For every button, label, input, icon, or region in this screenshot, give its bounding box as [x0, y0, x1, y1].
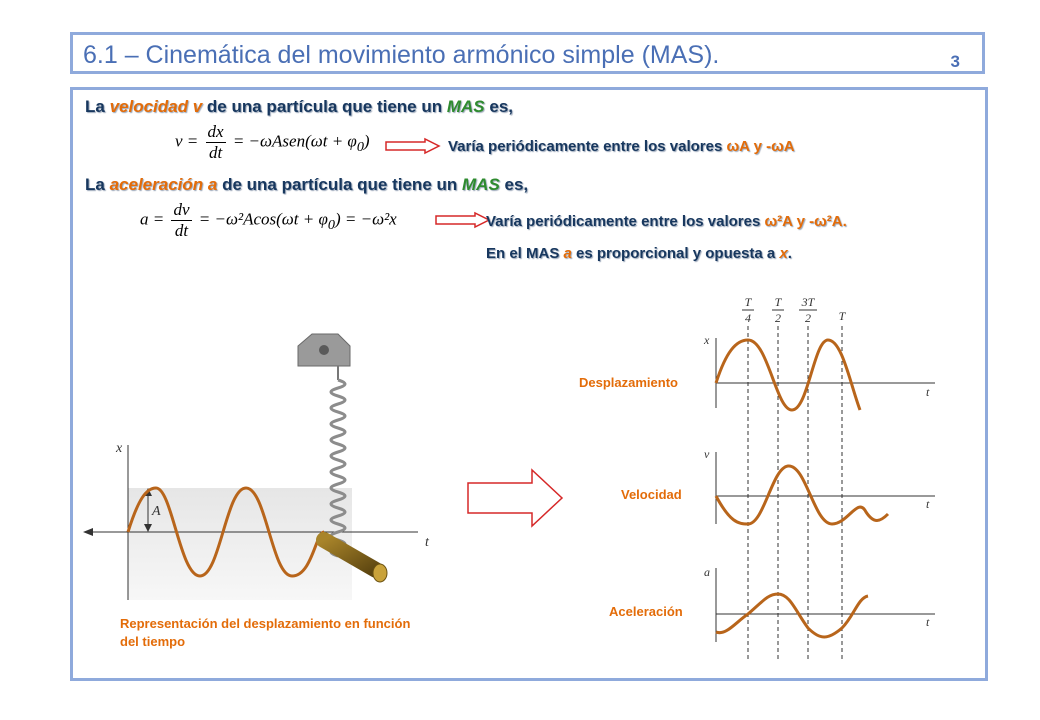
acceleration-eq-sub: 0 — [327, 216, 335, 233]
mount-hole-icon — [319, 345, 329, 355]
velocity-panel — [704, 447, 935, 524]
acceleration-note-values: ω²A y -ω²A. — [764, 213, 847, 230]
velocity-eq-end: ) — [363, 131, 370, 151]
velocity-intro — [85, 97, 513, 117]
figure-caption: Representación del desplazamiento en función del tiempo — [120, 616, 411, 649]
note2-mid: es proporcional y opuesta a — [576, 245, 776, 262]
velocity-eq-fraction — [206, 122, 226, 163]
acceleration-note2 — [486, 245, 792, 262]
t-axis-arrow-icon — [83, 528, 93, 536]
velocity-eq-num: dx — [207, 122, 224, 141]
tick-half-num: T — [774, 295, 782, 309]
acceleration-eq-num: dv — [173, 200, 190, 219]
acceleration-eq-rhs: = −ω²Acos(ωt + φ — [198, 209, 328, 229]
velocity-note-prefix: Varía periódicamente entre los valores — [448, 138, 723, 155]
velocity-curve — [716, 466, 888, 524]
acceleration-note-prefix: Varía periódicamente entre los valores — [486, 213, 761, 230]
velocity-note — [448, 138, 795, 155]
velocity-intro-suffix: es, — [489, 97, 514, 116]
page-title: 6.1 – Cinemática del movimiento armónico simple (MAS). — [83, 41, 720, 69]
velocity-term: velocidad v — [109, 97, 203, 116]
velocity-eq-sub: 0 — [356, 138, 364, 155]
tick-half-den: 2 — [775, 311, 781, 325]
tick-quarter-den: 4 — [745, 311, 751, 325]
acceleration-term: aceleración a — [109, 175, 218, 194]
amplitude-label: A — [152, 504, 161, 519]
panel2-axis-label: v — [704, 447, 710, 461]
big-arrow-icon — [466, 468, 566, 528]
acceleration-arrow-icon — [435, 212, 491, 228]
acceleration-eq-den: dt — [174, 221, 189, 240]
tick-period: T — [838, 309, 846, 323]
label-desplazamiento: Desplazamiento — [579, 375, 678, 390]
acceleration-curve — [716, 594, 868, 637]
acceleration-eq-end: ) = −ω²x — [334, 209, 397, 229]
note2-end: . — [787, 245, 792, 262]
acceleration-panel — [704, 565, 935, 642]
velocity-note-values: ωA y -ωA — [726, 138, 795, 155]
acceleration-intro — [85, 175, 528, 195]
acceleration-eq-fraction — [171, 200, 191, 241]
acceleration-intro-prefix: La — [85, 175, 105, 194]
label-aceleracion: Aceleración — [609, 604, 683, 619]
velocity-arrow-icon — [385, 138, 441, 154]
note2-a: a — [563, 245, 572, 262]
spring-displacement-figure — [80, 320, 429, 620]
acceleration-equation — [140, 200, 397, 241]
acceleration-note — [486, 213, 847, 230]
tick-three-half-den: 2 — [805, 311, 811, 325]
velocity-equation — [175, 122, 370, 163]
tick-quarter-num: T — [744, 295, 752, 309]
note2-x: x — [779, 245, 788, 262]
velocity-intro-mid: de una partícula que tiene un — [206, 97, 443, 116]
pen-cap-icon — [373, 564, 387, 582]
label-velocidad: Velocidad — [621, 487, 682, 502]
displacement-curve — [716, 340, 860, 410]
panel1-axis-label: x — [704, 333, 710, 347]
note2-prefix: En el MAS — [486, 245, 560, 262]
axis-x-label: x — [116, 441, 123, 456]
acceleration-eq-lhs: a = — [140, 209, 165, 229]
slide-number: 3 — [950, 52, 960, 71]
acceleration-mas: MAS — [462, 175, 500, 194]
displacement-panel — [703, 333, 935, 410]
velocity-mas: MAS — [446, 97, 485, 116]
panel3-t-label: t — [926, 615, 930, 629]
panel2-t-label: t — [926, 497, 930, 511]
panel1-t-label: t — [926, 385, 930, 399]
acceleration-intro-suffix: es, — [504, 175, 529, 194]
title-box — [70, 32, 985, 74]
acceleration-intro-mid: de una partícula que tiene un — [222, 175, 458, 194]
velocity-intro-prefix: La — [85, 97, 105, 116]
axis-t-label: t — [425, 535, 429, 550]
tick-three-half-num: 3T — [801, 295, 815, 309]
velocity-eq-lhs: v = — [175, 131, 199, 151]
velocity-eq-den: dt — [208, 143, 223, 162]
panel3-axis-label: a — [704, 565, 710, 579]
velocity-eq-rhs: = −ωAsen(ωt + φ — [232, 131, 357, 151]
